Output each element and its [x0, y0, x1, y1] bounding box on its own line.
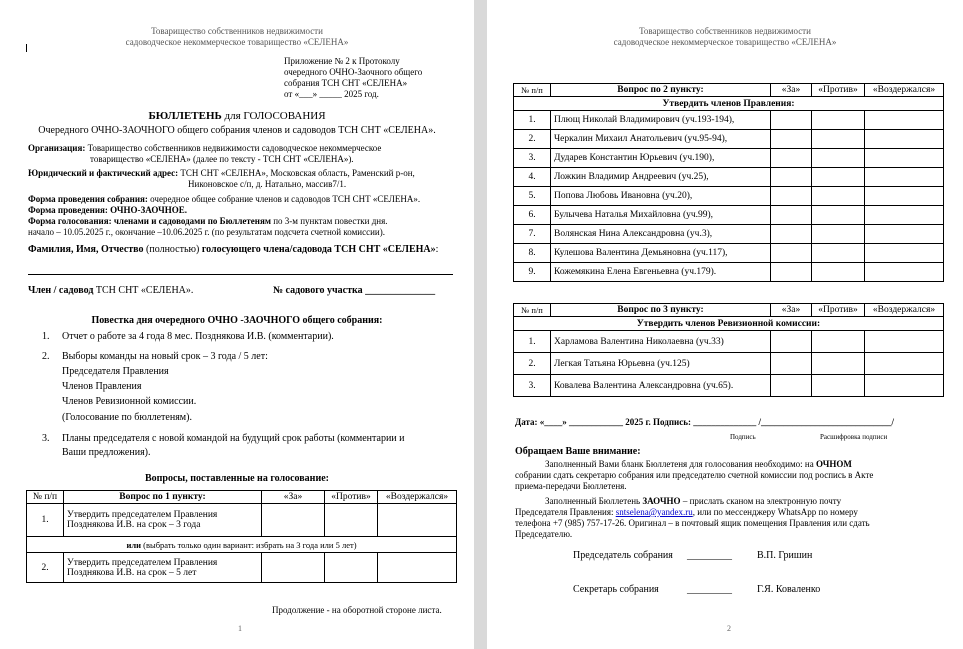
row-num: 2.: [514, 130, 551, 149]
date-signature-line[interactable]: Дата: «____» ____________ 2025 г. Подпись: ______________ /_____________________________/: [515, 417, 894, 427]
vote-abstain-cell[interactable]: [865, 111, 944, 130]
table-row: [514, 130, 944, 149]
agenda-sub: Председателя Правления: [62, 366, 169, 377]
th-question: Вопрос по 2 пункту:: [551, 84, 771, 97]
para-text: Председателя Правления:: [515, 507, 616, 517]
agenda-num: 1.: [42, 331, 50, 342]
fio-mid: (полностью): [143, 244, 202, 255]
row-candidate-name: Ложкин Владимир Андреевич (уч.25),: [551, 168, 771, 187]
vote-abstain-cell[interactable]: [865, 130, 944, 149]
vote-for-cell[interactable]: [771, 263, 812, 282]
page-number: 2: [727, 624, 731, 633]
agenda-text: Планы председателя с новой командой на будущий срок работы (комментарии и: [62, 433, 405, 444]
para-text: телефона +7 (985) 757-17-26. Оригинал – в почтовый ящик помещения Правления или сдать: [515, 518, 870, 528]
form-text: очередное общее собрание членов и садоводов ТСН СНТ «СЕЛЕНА».: [147, 194, 421, 204]
vote-against-cell[interactable]: [325, 504, 378, 537]
chair-name: В.П. Гришин: [757, 550, 813, 561]
vote-against-cell[interactable]: [812, 111, 865, 130]
vote-abstain-cell[interactable]: [865, 149, 944, 168]
form-block: [28, 194, 468, 238]
agenda-text: Отчет о работе за 4 года 8 мес. Позднякова И.В. (комментарии).: [62, 331, 334, 342]
row-question: [64, 504, 262, 537]
table-row: [514, 353, 944, 375]
org-text: Товарищество собственников недвижимости садоводческое некоммерческое: [85, 143, 382, 153]
th-abstain: «Воздержался»: [865, 304, 944, 317]
vote-abstain-cell[interactable]: [865, 187, 944, 206]
instructions-paragraph-2: [515, 496, 943, 540]
appendix-block: [284, 56, 422, 100]
chair-signature-line[interactable]: _________: [687, 550, 732, 561]
vote-label: Форма голосования:: [28, 216, 112, 226]
row-num: 6.: [514, 206, 551, 225]
row-candidate-name: Кожемякина Елена Евгеньевна (уч.179).: [551, 263, 771, 282]
vote-against-cell[interactable]: [812, 331, 865, 353]
th-num: № п/п: [514, 304, 551, 317]
vote-against-cell[interactable]: [812, 353, 865, 375]
agenda-text: Выборы команды на новый срок – 3 года / 5 лет:: [62, 351, 268, 362]
th-num: № п/п: [27, 491, 64, 504]
th-for: «За»: [771, 84, 812, 97]
addr-text: ТСН СНТ «СЕЛЕНА», Московская область, Раменский р-он,: [178, 168, 415, 178]
appendix-line: Приложение № 2 к Протоколу: [284, 56, 400, 66]
header-line-2: садоводческое некоммерческое товарищество «СЕЛЕНА»: [125, 37, 349, 47]
agenda-sub: Членов Ревизионной комиссии.: [62, 396, 197, 407]
row-num: 3.: [514, 375, 551, 397]
row-num: 2.: [514, 353, 551, 375]
row-num: 4.: [514, 168, 551, 187]
vote-against-cell[interactable]: [812, 206, 865, 225]
vote-for-cell[interactable]: [771, 111, 812, 130]
or-text: (выбрать только один вариант: избрать на 3 года или 5 лет): [141, 539, 357, 550]
secretary-label: Секретарь собрания: [573, 584, 659, 595]
fio-end: :: [435, 244, 439, 255]
member-label: [28, 285, 193, 297]
row-num: 8.: [514, 244, 551, 263]
row-candidate-name: Легкая Татьяна Юрьевна (уч.125): [551, 353, 771, 375]
th-for: «За»: [262, 491, 325, 504]
org-label: Организация:: [28, 143, 86, 153]
vote-for-cell[interactable]: [771, 206, 812, 225]
agenda-sub: Членов Правления: [62, 381, 142, 392]
th-against: «Против»: [325, 491, 378, 504]
para-bold: ЗАОЧНО: [642, 496, 681, 506]
vote-table-q3: [513, 303, 944, 397]
agenda-text: Ваши предложения).: [62, 447, 151, 458]
page-number: 1: [238, 624, 242, 633]
document-page-1: [0, 0, 474, 649]
vote-against-cell[interactable]: [812, 187, 865, 206]
row-num: 9.: [514, 263, 551, 282]
fio-bold-1: Фамилия, Имя, Отчество: [28, 244, 144, 255]
fio-label: [28, 244, 438, 256]
th-against: «Против»: [812, 84, 865, 97]
row-question: [64, 553, 262, 583]
th-num: № п/п: [514, 84, 551, 97]
email-link[interactable]: sntselena@yandex.ru: [615, 507, 693, 517]
organization-block: [28, 143, 458, 165]
row-candidate-name: Булычева Наталья Михайловна (уч.99),: [551, 206, 771, 225]
vote-for-cell[interactable]: [771, 375, 812, 397]
vote-abstain-cell[interactable]: [378, 553, 457, 583]
org-text-2: товарищество «СЕЛЕНА» (далее по тексту - ТСН СНТ «СЕЛЕНА»).: [90, 154, 354, 164]
row-candidate-name: Кулешова Валентина Демьяновна (уч.117),: [551, 244, 771, 263]
agenda-num: 2.: [42, 351, 50, 362]
vote-for-cell[interactable]: [771, 331, 812, 353]
vote-bold: членами и садоводами по Бюллетеням: [111, 216, 271, 226]
table-row: [514, 375, 944, 397]
agenda-title: Повестка дня очередного ОЧНО -ЗАОЧНОГО общего собрания:: [91, 315, 383, 326]
vote-table-q2: [513, 83, 944, 282]
questions-title: Вопросы, поставленные на голосование:: [145, 473, 329, 484]
row-candidate-name: Харламова Валентина Николаевна (уч.33): [551, 331, 771, 353]
table-row: [27, 553, 457, 583]
appendix-line: очередного ОЧНО-Заочного общего: [284, 67, 423, 77]
row-text: Позднякова И.В. на срок – 5 лет: [67, 567, 197, 578]
row-candidate-name: Плющ Николай Владимирович (уч.193-194),: [551, 111, 771, 130]
para-text: , или по мессенджеру WhatsApp по номеру: [692, 507, 858, 517]
vote-table-q1: [26, 490, 457, 583]
instructions-paragraph-1: [515, 459, 943, 492]
vote-for-cell[interactable]: [771, 130, 812, 149]
or-bold: или: [126, 539, 142, 550]
vote-abstain-cell[interactable]: [865, 353, 944, 375]
vote-for-cell[interactable]: [771, 244, 812, 263]
row-num: 1.: [27, 504, 64, 537]
row-text: Утвердить председателем Правления: [67, 557, 218, 568]
vote-against-cell[interactable]: [812, 375, 865, 397]
vote-text: по 3-м пунктам повестки дня.: [270, 216, 388, 226]
signature-caption: Подпись: [730, 433, 756, 441]
th-abstain: «Воздержался»: [865, 84, 944, 97]
vote-abstain-cell[interactable]: [865, 225, 944, 244]
th-abstain: «Воздержался»: [378, 491, 457, 504]
signature-decode-caption: Расшифровка подписи: [820, 433, 888, 441]
form-2: Форма проведения: ОЧНО-ЗАОЧНОЕ.: [28, 205, 187, 215]
table-row: [514, 168, 944, 187]
vote-against-cell[interactable]: [812, 263, 865, 282]
addr-label: Юридический и фактический адрес:: [28, 168, 179, 178]
vote-against-cell[interactable]: [812, 130, 865, 149]
document-page-2: [487, 0, 963, 649]
dates: начало – 10.05.2025 г., окончание –10.06.2025 г. (по результатам подсчета счетной комиссии).: [28, 227, 385, 237]
vote-for-cell[interactable]: [771, 168, 812, 187]
member-bold: Член / садовод: [28, 285, 94, 296]
header-line-1: Товарищество собственников недвижимости: [639, 26, 811, 36]
continued-note: Продолжение - на оборотной стороне листа.: [272, 605, 442, 615]
plot-number-field[interactable]: № садового участка ______________: [273, 285, 436, 296]
row-num: 7.: [514, 225, 551, 244]
row-candidate-name: Ковалева Валентина Александровна (уч.65).: [551, 375, 771, 397]
vote-against-cell[interactable]: [812, 149, 865, 168]
para-text: – прислать сканом на электронную почту: [680, 496, 842, 506]
vote-for-cell[interactable]: [771, 187, 812, 206]
vote-abstain-cell[interactable]: [865, 263, 944, 282]
vote-for-cell[interactable]: [262, 504, 325, 537]
para-text: Заполненный Вами бланк Бюллетеня для голосования необходимо: на: [545, 459, 816, 469]
table-row: [514, 225, 944, 244]
row-num: 3.: [514, 149, 551, 168]
header-line-1: Товарищество собственников недвижимости: [151, 26, 323, 36]
para-bold: ОЧНОМ: [815, 459, 852, 469]
or-cell: [27, 537, 457, 553]
vote-for-cell[interactable]: [771, 149, 812, 168]
table-row: [514, 263, 944, 282]
row-num: 1.: [514, 111, 551, 130]
para-text: собрании сдать секретарю собрания или председателю счетной комиссии под роспись в Акте: [515, 470, 874, 480]
table-row: [514, 149, 944, 168]
q2-subtitle: Утвердить членов Правления:: [514, 97, 944, 111]
th-against: «Против»: [812, 304, 865, 317]
vote-abstain-cell[interactable]: [378, 504, 457, 537]
agenda-sub: (Голосование по бюллетеням).: [62, 412, 192, 423]
ballot-title-bold: БЮЛЛЕТЕНЬ: [148, 110, 222, 122]
table-row: [514, 187, 944, 206]
form-label: Форма проведения собрания:: [28, 194, 148, 204]
para-text: Председателю.: [515, 529, 573, 539]
vote-abstain-cell[interactable]: [865, 375, 944, 397]
table-row: [514, 111, 944, 130]
secretary-signature-line[interactable]: _________: [687, 584, 732, 595]
or-row: [27, 537, 457, 553]
vote-abstain-cell[interactable]: [865, 244, 944, 263]
address-block: [28, 168, 458, 190]
chair-label: Председатель собрания: [573, 550, 673, 561]
header-line-2: садоводческое некоммерческое товарищество «СЕЛЕНА»: [613, 37, 837, 47]
fio-input-line[interactable]: [28, 274, 453, 275]
row-candidate-name: Волянская Нина Александровна (уч.3),: [551, 225, 771, 244]
vote-abstain-cell[interactable]: [865, 168, 944, 187]
para-text: приема-передачи Бюллетеня.: [515, 481, 627, 491]
row-num: 1.: [514, 331, 551, 353]
addr-text-2: Никоновское с/п, д. Натально, массив7/1.: [188, 179, 347, 189]
th-question: Вопрос по 1 пункту:: [64, 491, 262, 504]
row-candidate-name: Дударев Константин Юрьевич (уч.190),: [551, 149, 771, 168]
vote-abstain-cell[interactable]: [865, 206, 944, 225]
secretary-name: Г.Я. Коваленко: [757, 584, 821, 595]
row-num: 2.: [27, 553, 64, 583]
vote-for-cell[interactable]: [771, 353, 812, 375]
table-row: [514, 244, 944, 263]
table-row: [514, 331, 944, 353]
attention-heading: Обращаем Ваше внимание:: [515, 446, 641, 457]
appendix-line: от «___» _____ 2025 год.: [284, 89, 379, 99]
ballot-title-rest: для ГОЛОСОВАНИЯ: [221, 110, 326, 122]
row-text: Позднякова И.В. на срок – 3 года: [67, 520, 201, 530]
row-candidate-name: Попова Любовь Ивановна (уч.20),: [551, 187, 771, 206]
vote-for-cell[interactable]: [262, 553, 325, 583]
vote-against-cell[interactable]: [812, 244, 865, 263]
member-text: ТСН СНТ «СЕЛЕНА».: [93, 285, 194, 296]
text-cursor: [26, 44, 27, 52]
appendix-line: собрания ТСН СНТ «СЕЛЕНА»: [284, 78, 408, 88]
table-row: [27, 504, 457, 537]
row-num: 5.: [514, 187, 551, 206]
table-row: [514, 206, 944, 225]
row-text: Утвердить председателем Правления: [67, 510, 218, 520]
th-question: Вопрос по 3 пункту:: [551, 304, 771, 317]
q3-subtitle: Утвердить членов Ревизионной комиссии:: [514, 317, 944, 331]
fio-bold-2: голосующего члена/садовода ТСН СНТ «СЕЛЕНА»: [201, 244, 436, 255]
ballot-title: [0, 110, 474, 122]
vote-against-cell[interactable]: [325, 553, 378, 583]
vote-for-cell[interactable]: [771, 225, 812, 244]
vote-against-cell[interactable]: [812, 225, 865, 244]
para-text: Заполненный Бюллетень: [545, 496, 643, 506]
vote-abstain-cell[interactable]: [865, 331, 944, 353]
row-candidate-name: Черкалин Михаил Анатольевич (уч.95-94),: [551, 130, 771, 149]
ballot-subtitle: Очередного ОЧНО-ЗАОЧНОГО общего собрания членов и садоводов ТСН СНТ «СЕЛЕНА».: [38, 125, 436, 136]
th-for: «За»: [771, 304, 812, 317]
vote-against-cell[interactable]: [812, 168, 865, 187]
agenda-num: 3.: [42, 433, 50, 444]
